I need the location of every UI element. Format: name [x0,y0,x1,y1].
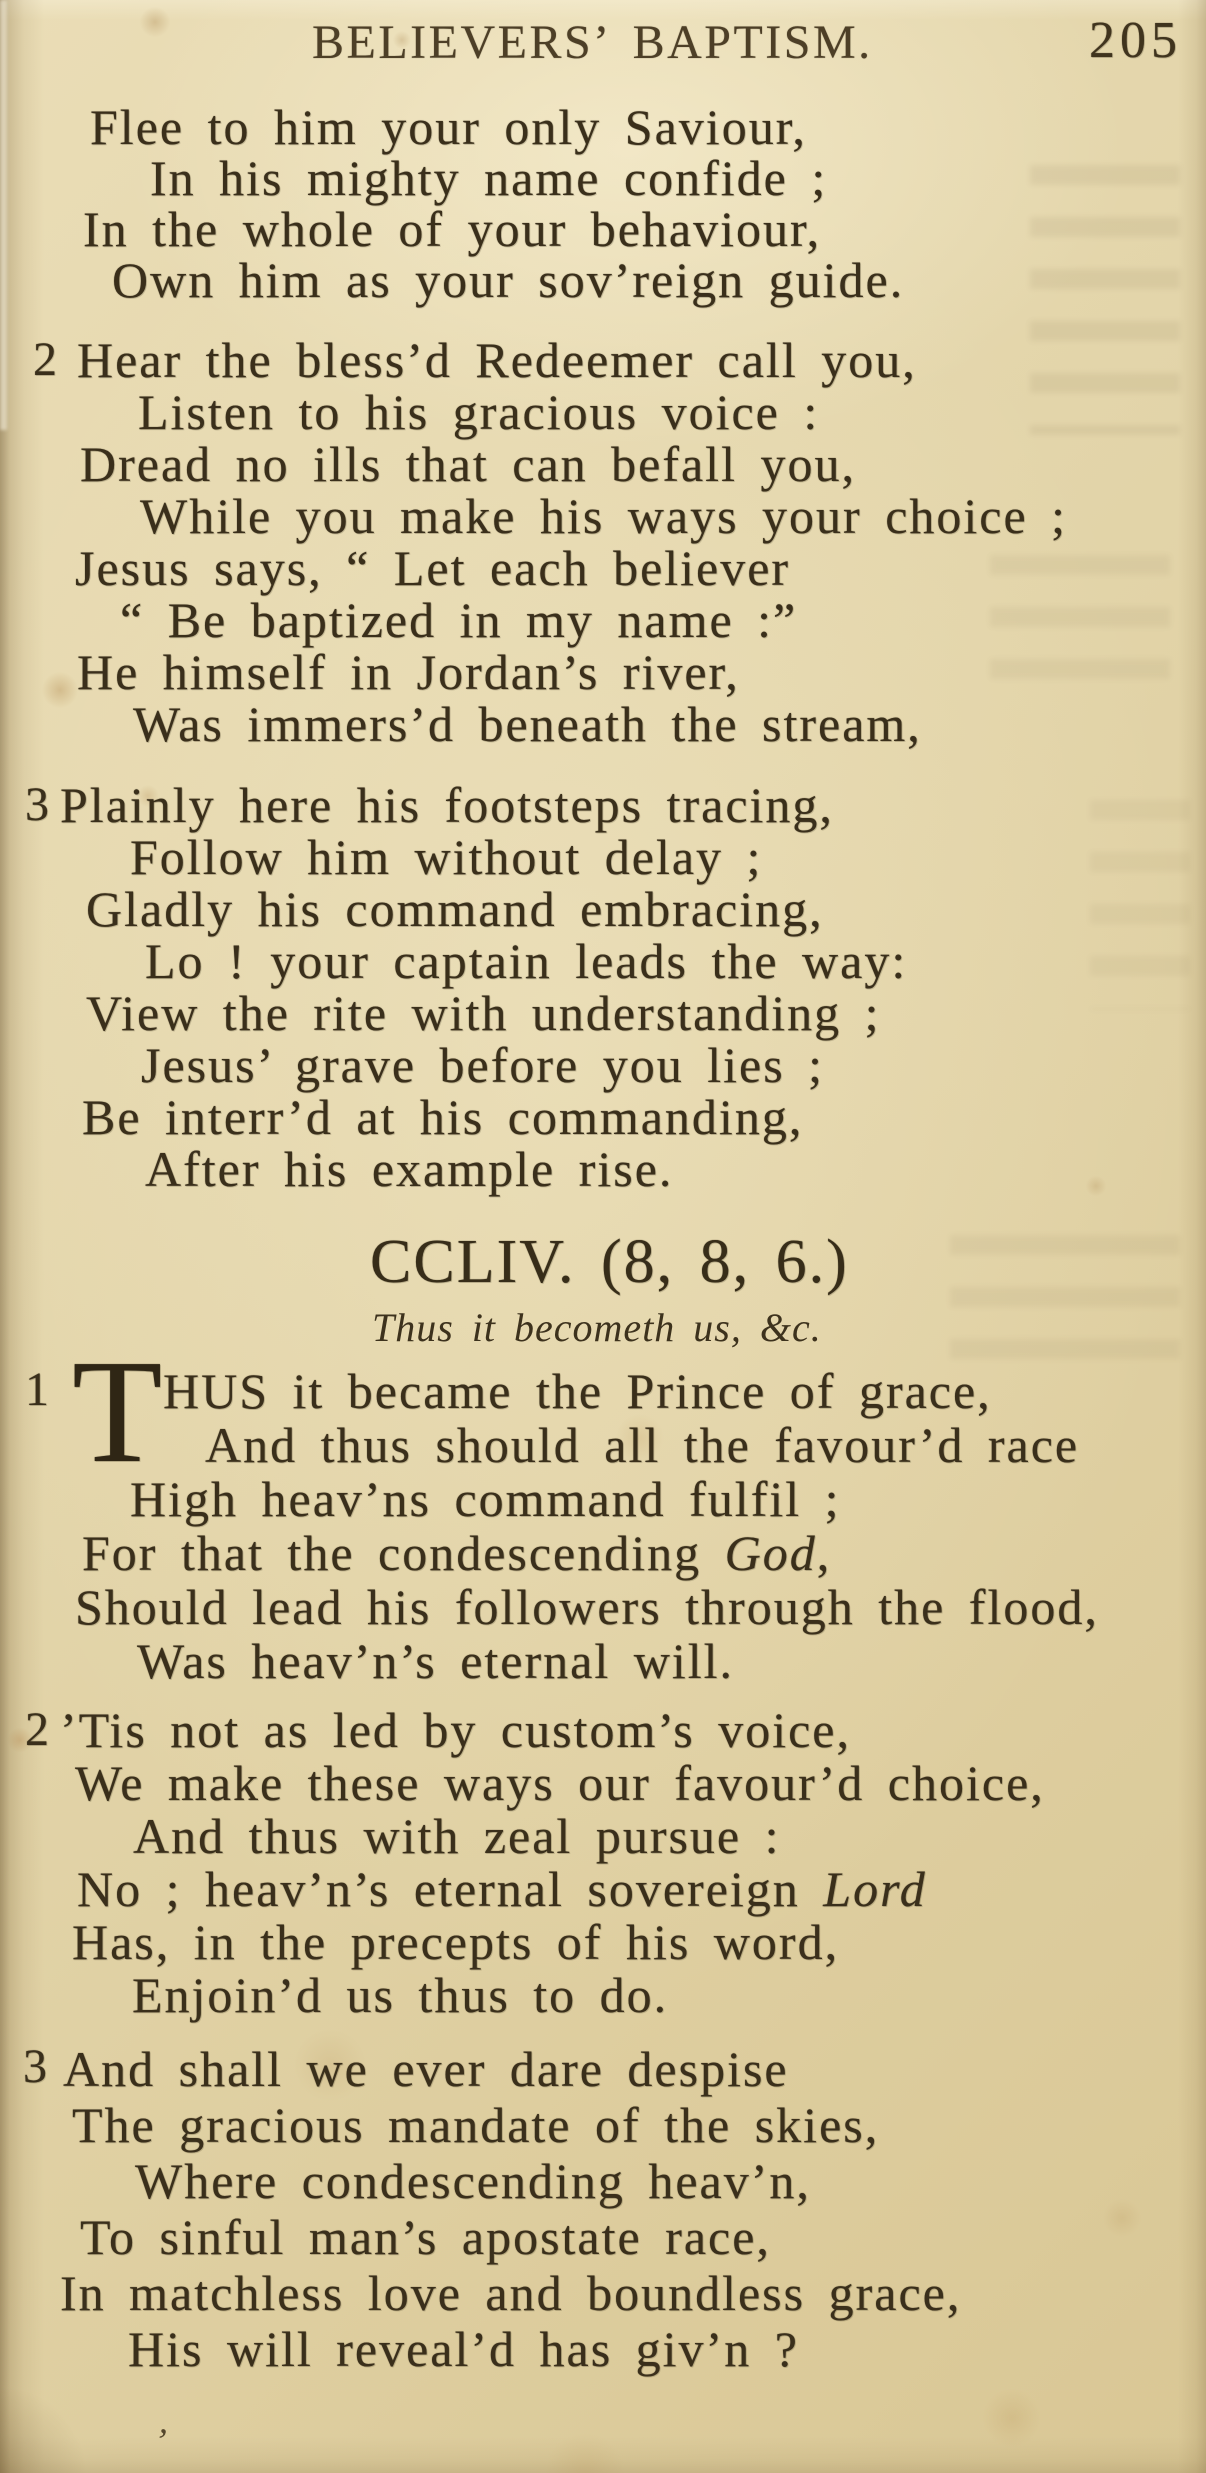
stanza-2 [0,334,1206,750]
verse-line: In matchless love and boundless grace, [60,2265,962,2321]
verse-line [77,1863,1206,1916]
verse-line: Plainly here his footsteps tracing, [60,777,834,833]
hymn-title: Thus it becometh us, &c. [372,1305,822,1350]
verse-line: And shall we ever dare despise [63,2041,789,2097]
verse-line: Jesus’ grave before you lies ; [141,1037,825,1093]
drop-cap: T [72,1330,163,1494]
verse-line: Jesus says, “ Let each believer [75,540,791,596]
stray-ink-mark: ’ [153,2420,171,2462]
verse-line: And thus with zeal pursue : [133,1808,781,1864]
verse-line: And thus should all the favour’d race [205,1417,1080,1473]
verse-line: High heav’ns command fulfil ; [130,1471,841,1527]
verse-number: 3 [25,778,49,831]
verse-line: Flee to him your only Saviour, [90,99,807,155]
verse-line: Gladly his command embracing, [86,881,824,937]
verse-line: He himself in Jordan’s river, [77,644,740,700]
verse-line: Dread no ills that can befall you, [80,436,856,492]
verse-line: Has, in the precepts of his word, [72,1914,840,1970]
verse-line: After his example rise. [145,1141,674,1197]
verse-line: We make these ways our favour’d choice, [75,1755,1045,1811]
verse-line: Be interr’d at his commanding, [82,1089,804,1145]
stanza-3 [0,779,1206,1195]
bleedthrough-ghost [950,1235,1180,1365]
verse-line: His will reveal’d has giv’n ? [128,2321,799,2377]
verse-line: Own him as your sov’reign guide. [112,252,905,308]
verse-line: Enjoin’d us thus to do. [132,1967,669,2023]
verse-line: Hear the bless’d Redeemer call you, [77,332,917,388]
running-header: BELIEVERS’ BAPTISM. [312,16,873,69]
verse-line: Lo ! your captain leads the way: [145,933,908,989]
verse-line: Listen to his gracious voice : [138,384,820,440]
verse-line: To sinful man’s apostate race, [80,2209,771,2265]
hymn-number-heading: CCLIV. (8, 8, 6.) [370,1228,849,1296]
stanza-3-ccliv [0,2041,1206,2377]
stanza-continuation [0,99,1206,308]
line-text: No ; heav’n’s eternal sovereign [77,1861,824,1917]
verse-line: In his mighty name confide ; [150,150,828,206]
line-text: For that the condescending [82,1525,725,1581]
verse-line [82,1526,1206,1580]
verse-line: Follow him without delay ; [130,829,763,885]
verse-number: 1 [25,1363,49,1416]
stanza-2-ccliv [0,1704,1206,2022]
verse-line: Where condescending heav’n, [135,2153,811,2209]
verse-number: 2 [33,333,57,386]
verse-line: ’Tis not as led by custom’s voice, [60,1702,851,1758]
verse-line: Was immers’d beneath the stream, [133,696,922,752]
verse-number: 2 [25,1703,49,1756]
verse-line: View the rite with understanding ; [86,985,881,1041]
verse-number: 3 [23,2040,47,2093]
page-number: 205 [1089,12,1182,69]
italic-word: Lord [823,1861,927,1917]
verse-line: In the whole of your behaviour, [83,201,822,257]
verse-line: HUS it became the Prince of grace, [163,1363,992,1419]
verse-line: “ Be baptized in my name :” [120,592,798,648]
verse-line: Should lead his followers through the flood, [75,1579,1099,1635]
verse-line: The gracious mandate of the skies, [72,2097,880,2153]
line-text: , [816,1525,832,1581]
italic-word: God [724,1525,817,1581]
verse-line: Was heav’n’s eternal will. [137,1633,735,1689]
verse-line: While you make his ways your choice ; [140,488,1068,544]
stanza-1-ccliv [0,1330,1206,1689]
